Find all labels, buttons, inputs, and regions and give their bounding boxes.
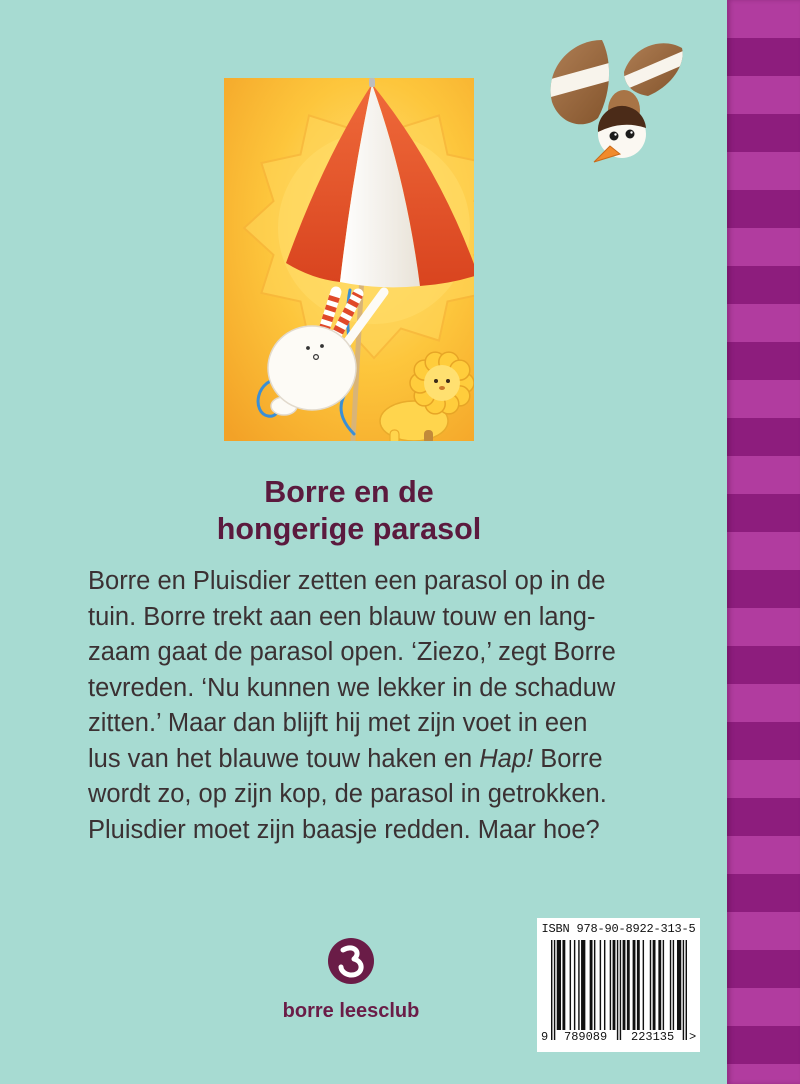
- blurb-line: zitten.’ Maar dan blijft hij met zijn voet in een: [88, 709, 588, 737]
- barcode-bar: [653, 940, 656, 1030]
- barcode-bar: [637, 940, 640, 1030]
- striped-spine-band: [727, 0, 800, 1084]
- bird-right-wing: [620, 30, 690, 100]
- barcode-bar: [581, 940, 585, 1030]
- barcode-bar: [650, 940, 651, 1030]
- barcode-bar: [578, 940, 579, 1030]
- barcode-first-digit: 9: [541, 1030, 549, 1044]
- barcode-right-digits: 223135: [631, 1030, 675, 1044]
- blurb-line: wordt zo, op zijn kop, de parasol in getrokken.: [88, 780, 607, 808]
- publisher-name: borre leesclub: [282, 1000, 420, 1022]
- barcode-bar: [570, 940, 571, 1030]
- barcode-bar: [677, 940, 681, 1030]
- barcode-guard-bar: [620, 940, 621, 1040]
- parasol-scene-illustration: [224, 78, 474, 441]
- barcode-bar: [562, 940, 565, 1030]
- barcode-guard-bar: [683, 940, 684, 1040]
- barcode-bar: [658, 940, 661, 1030]
- blurb-line: Pluisdier moet zijn baasje redden. Maar hoe?: [88, 815, 600, 844]
- barcode-guard-bar: [686, 940, 687, 1040]
- barcode-bar: [600, 940, 601, 1030]
- blurb-line: tuin. Borre trekt aan een blauw touw en lang-: [88, 602, 596, 631]
- barcode-bar: [673, 940, 674, 1030]
- barcode-bar: [604, 940, 605, 1030]
- blurb-line: zaam gaat de parasol open. ‘Ziezo,’ zegt Borre: [88, 638, 616, 666]
- barcode-guard-bar: [554, 940, 555, 1040]
- barcode-left-digits: 789089: [564, 1030, 608, 1044]
- bird-head: [594, 106, 646, 162]
- isbn-label: ISBN 978-90-8922-313-5: [541, 922, 696, 936]
- barcode-end-mark: >: [689, 1030, 697, 1044]
- blurb-line: [88, 742, 616, 778]
- barcode-bar: [613, 940, 616, 1030]
- barcode-bar: [670, 940, 671, 1030]
- title-line-1: Borre en de: [264, 475, 434, 509]
- blurb-emphasis: Hap!: [479, 744, 534, 773]
- book-title: [149, 474, 549, 548]
- barcode-bar: [557, 940, 561, 1030]
- flying-bird-illustration: [540, 30, 690, 170]
- barcode-bar: [574, 940, 575, 1030]
- barcode-bar: [590, 940, 593, 1030]
- title-line-2: hongerige parasol: [216, 512, 482, 546]
- barcode-bar: [610, 940, 611, 1030]
- barcode-bars: [551, 940, 687, 1040]
- barcode-bar: [594, 940, 595, 1030]
- barcode-guard-bar: [551, 940, 552, 1040]
- blurb-text: lus van het blauwe touw haken en: [88, 744, 480, 773]
- blurb-line: Borre en Pluisdier zetten een parasol op in de: [88, 567, 606, 595]
- barcode-bar: [633, 940, 636, 1030]
- book-blurb: [88, 564, 616, 848]
- barcode-bar: [643, 940, 644, 1030]
- borre-logo-icon: [326, 936, 376, 986]
- isbn-barcode: [537, 918, 700, 1052]
- blurb-text: Borre: [533, 744, 603, 773]
- barcode-guard-bar: [617, 940, 618, 1040]
- barcode-bar: [663, 940, 664, 1030]
- blurb-line: tevreden. ‘Nu kunnen we lekker in de schaduw: [88, 673, 616, 702]
- barcode-bar: [627, 940, 630, 1030]
- barcode-bar: [623, 940, 626, 1030]
